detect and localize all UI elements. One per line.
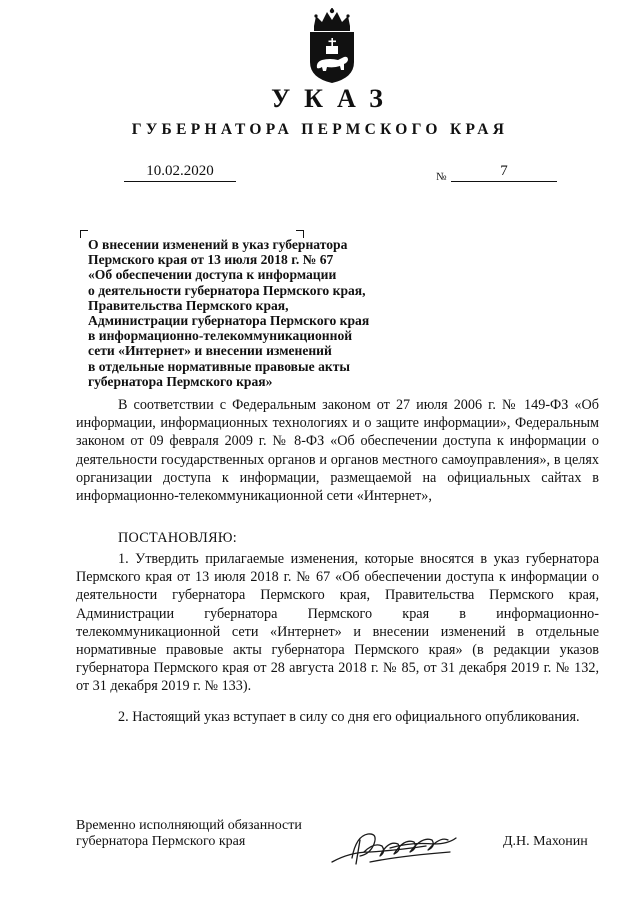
subject-line: сети «Интернет» и внесении изменений bbox=[88, 343, 332, 359]
handwritten-signature bbox=[330, 822, 480, 872]
signatory-position-line: Временно исполняющий обязанности bbox=[76, 818, 302, 833]
subject-line: Пермского края от 13 июля 2018 г. № 67 bbox=[88, 252, 334, 268]
item-1-paragraph: 1. Утвердить прилагаемые изменения, которые вносятся в указ губернатора Пермского края от 13 июля 2018 г. № 67 «Об обеспечении доступа к информации о деятельности губернатора Пермского края, Правительства Пермского края, Администрации губернатора Пермского края в информационно-телекоммуникационной сети «Интернет» и внесении изменений в отдельные нормативные правовые акты губернатора Пермского края» (в редакции указов губернатора Пермского края от 28 августа 2018 г. № 85, от 31 декабря 2019 г. № 132, от 31 декабря 2019 г. № 133). bbox=[76, 551, 599, 695]
signatory-position bbox=[76, 818, 302, 849]
subject-line: Правительства Пермского края, bbox=[88, 297, 289, 313]
subject-line: о деятельности губернатора Пермского края, bbox=[88, 282, 366, 298]
subject-line: в информационно-телекоммуникационной bbox=[88, 328, 353, 344]
document-subject bbox=[88, 237, 418, 389]
decree-word: ПОСТАНОВЛЯЮ: bbox=[118, 530, 237, 546]
preamble-paragraph: В соответствии с Федеральным законом от 27 июля 2006 г. № 149-ФЗ «Об информации, информационных технологиях и о защите информации», Федеральным законом от 09 февраля 2009 г. № 8-ФЗ «Об обеспечении доступа к информации о деятельности государственных органов и органов местного самоуправления», в целях организации доступа к информации, размещаемой на официальных сайтах в информационно-телекоммуникационной сети «Интернет», bbox=[76, 397, 599, 505]
signatory-name: Д.Н. Махонин bbox=[503, 834, 588, 849]
signatory-position-line: губернатора Пермского края bbox=[76, 833, 246, 849]
document-type-title: УКАЗ bbox=[271, 84, 397, 113]
issuer-title: ГУБЕРНАТОРА ПЕРМСКОГО КРАЯ bbox=[131, 121, 509, 138]
subject-line: в отдельные нормативные правовые акты bbox=[88, 358, 350, 374]
subject-line: губернатора Пермского края» bbox=[88, 373, 273, 389]
perm-krai-coat-of-arms-icon bbox=[300, 8, 364, 84]
document-date: 10.02.2020 bbox=[124, 163, 236, 182]
subject-bracket-left bbox=[80, 230, 88, 238]
document-number: 7 bbox=[451, 163, 557, 182]
subject-line: «Об обеспечении доступа к информации bbox=[88, 267, 337, 283]
number-label: № bbox=[436, 171, 447, 183]
subject-line: Администрации губернатора Пермского края bbox=[88, 313, 370, 329]
item-2-paragraph: 2. Настоящий указ вступает в силу со дня его официального опубликования. bbox=[118, 709, 580, 725]
subject-line: О внесении изменений в указ губернатора bbox=[88, 237, 348, 252]
